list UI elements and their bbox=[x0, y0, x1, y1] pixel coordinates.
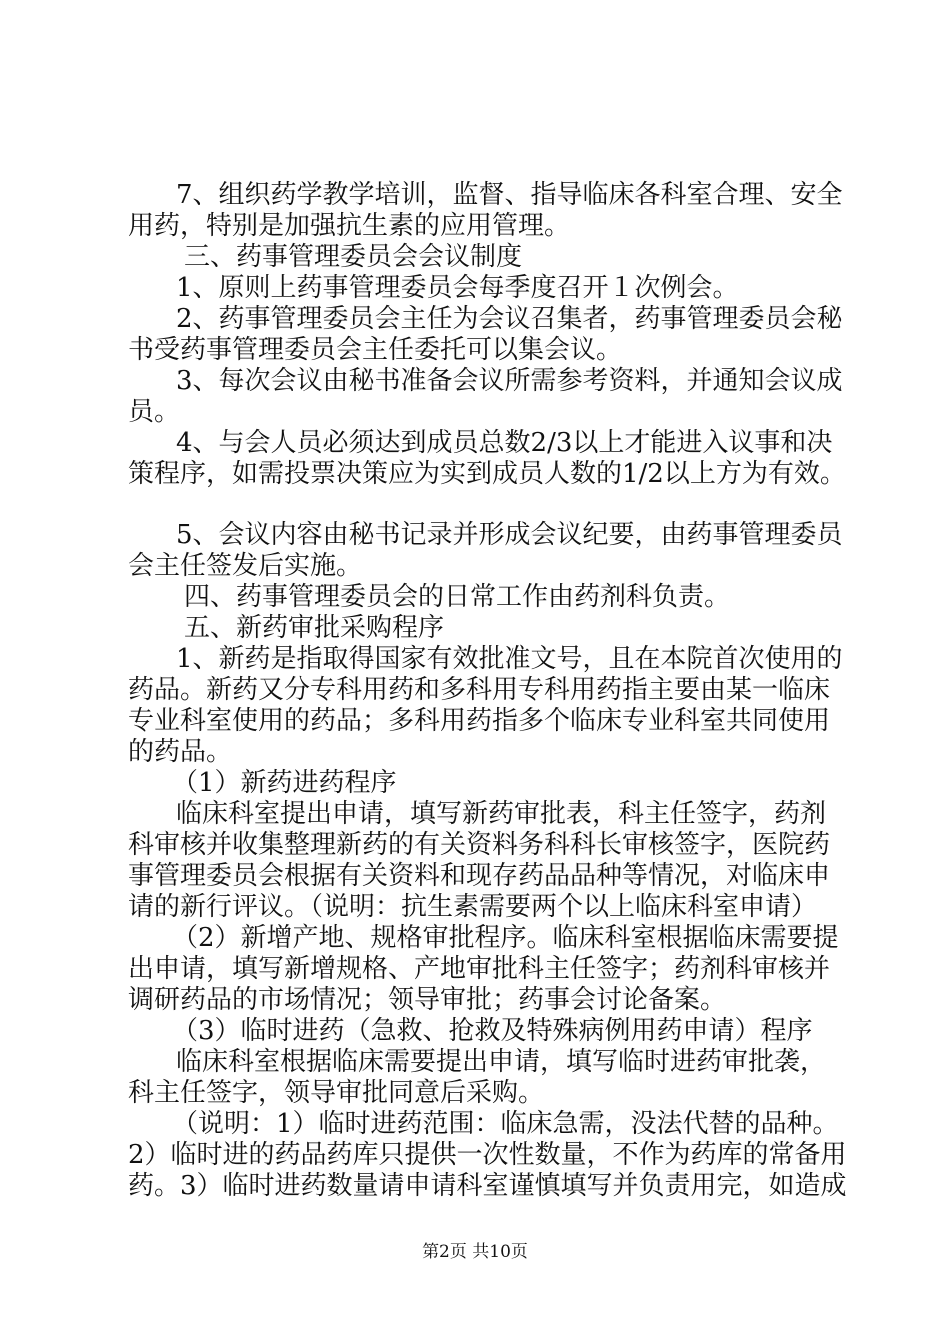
subsection-heading: （1）新药进药程序 bbox=[172, 768, 397, 798]
text-line: 2）临时进的药品药库只提供一次性数量，不作为药库的常备用 bbox=[128, 1140, 847, 1170]
text-line: 3、每次会议由秘书准备会议所需参考资料，并通知会议成 bbox=[176, 366, 843, 396]
text-line: 2、药事管理委员会主任为会议召集者，药事管理委员会秘 bbox=[176, 304, 843, 334]
text-line: 科主任签字，领导审批同意后采购。 bbox=[128, 1078, 545, 1108]
section-heading: 五、新药审批采购程序 bbox=[184, 613, 445, 643]
section-heading: 四、药事管理委员会的日常工作由药剂科负责。 bbox=[184, 582, 731, 612]
text-line: 1、新药是指取得国家有效批准文号，且在本院首次使用的 bbox=[176, 644, 843, 674]
text-line: 临床科室提出申请，填写新药审批表，科主任签字，药剂 bbox=[176, 799, 827, 829]
text-line: 专业科室使用的药品；多科用药指多个临床专业科室共同使用 bbox=[128, 706, 831, 736]
text-line: （说明：1）临时进药范围：临床急需，没法代替的品种。 bbox=[172, 1109, 839, 1139]
text-line: 1、原则上药事管理委员会每季度召开１次例会。 bbox=[176, 273, 739, 303]
text-line: 员。 bbox=[128, 397, 181, 427]
text-line: 书受药事管理委员会主任委托可以集会议。 bbox=[128, 335, 623, 365]
text-line: 用药，特别是加强抗生素的应用管理。 bbox=[128, 211, 571, 241]
text-line: 临床科室根据临床需要提出申请，填写临时进药审批袭， bbox=[176, 1047, 827, 1077]
text-line: （2）新增产地、规格审批程序。临床科室根据临床需要提 bbox=[172, 923, 839, 953]
text-line: 策程序，如需投票决策应为实到成员人数的1/2以上方为有效。 bbox=[128, 459, 846, 489]
text-line: 的药品。 bbox=[128, 737, 233, 767]
text-line: 出申请，填写新增规格、产地审批科主任签字；药剂科审核并 bbox=[128, 954, 831, 984]
text-line: 事管理委员会根据有关资料和现存药品品种等情况，对临床申 bbox=[128, 861, 831, 891]
text-line: 药品。新药又分专科用药和多科用专科用药指主要由某一临床 bbox=[128, 675, 831, 705]
text-line: 调研药品的市场情况；领导审批；药事会讨论备案。 bbox=[128, 985, 727, 1015]
text-line: 4、与会人员必须达到成员总数2/3以上才能进入议事和决 bbox=[176, 428, 833, 458]
text-line: 会主任签发后实施。 bbox=[128, 551, 363, 581]
subsection-heading: （3）临时进药（急救、抢救及特殊病例用药申请）程序 bbox=[172, 1016, 813, 1046]
text-line: 7、组织药学教学培训，监督、指导临床各科室合理、安全 bbox=[176, 180, 843, 210]
text-line: 药。3）临时进药数量请申请科室谨慎填写并负责用完，如造成 bbox=[128, 1171, 847, 1201]
text-line: 请的新行评议。（说明：抗生素需要两个以上临床科室申请） bbox=[128, 892, 818, 922]
section-heading: 三、药事管理委员会会议制度 bbox=[184, 242, 523, 272]
page-number: 第2页 共10页 bbox=[422, 1242, 528, 1262]
text-line: 科审核并收集整理新药的有关资料务科科长审核签字，医院药 bbox=[128, 830, 831, 860]
text-line: 5、会议内容由秘书记录并形成会议纪要，由药事管理委员 bbox=[176, 520, 843, 550]
